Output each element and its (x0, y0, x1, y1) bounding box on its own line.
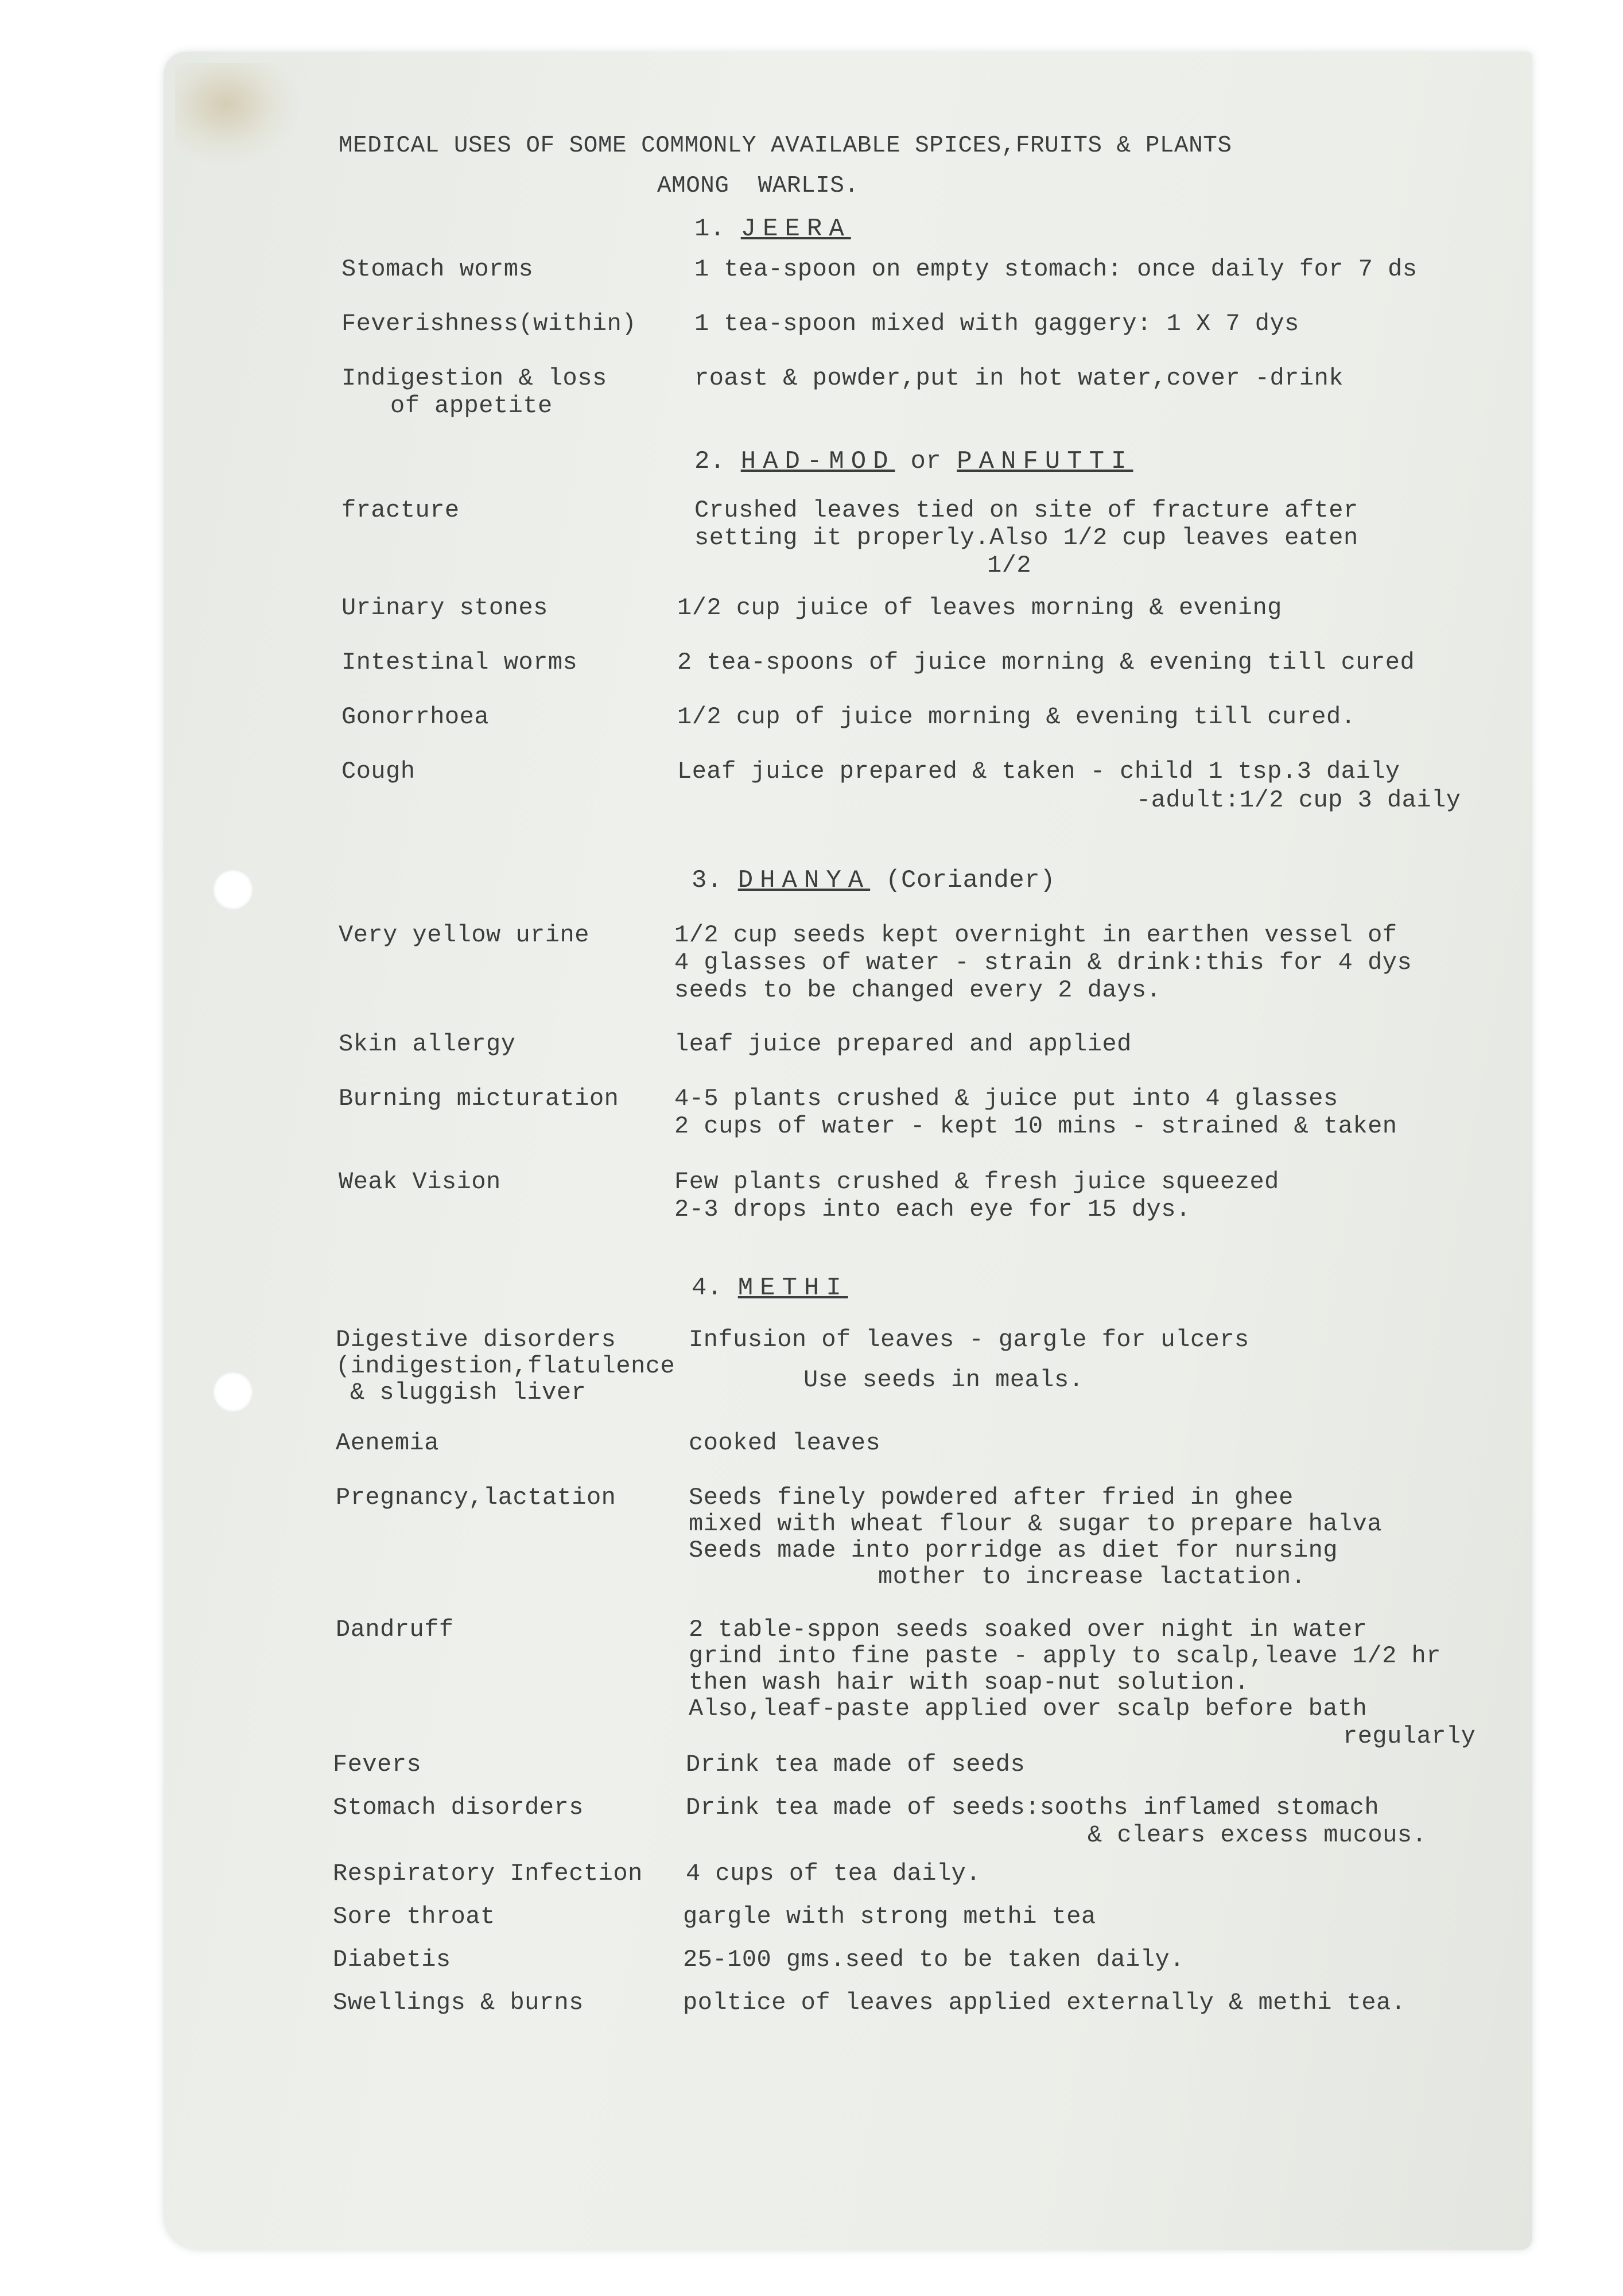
ailment-respiratory-infection: Respiratory Infection (333, 1860, 643, 1887)
remedy-pregnancy-lactation-line4: mother to increase lactation. (878, 1563, 1306, 1591)
ailment-pregnancy-lactation: Pregnancy,lactation (336, 1484, 616, 1511)
remedy-burning-micturation-line2: 2 cups of water - kept 10 mins - strained & taken (674, 1112, 1397, 1140)
ailment-digestive-disorders: Digestive disorders (336, 1326, 616, 1353)
section-1-number: 1. (694, 215, 725, 243)
remedy-intestinal-worms: 2 tea-spoons of juice morning & evening till cured (677, 649, 1415, 676)
remedy-digestive-disorders: Infusion of leaves - gargle for ulcers (689, 1326, 1249, 1353)
remedy-pregnancy-lactation: Seeds finely powdered after fried in ghee (689, 1484, 1294, 1511)
remedy-stomach-disorders-line2: & clears excess mucous. (1088, 1821, 1427, 1849)
section-4-name: METHI (737, 1274, 848, 1302)
section-3-heading (692, 867, 1055, 894)
remedy-burning-micturation: 4-5 plants crushed & juice put into 4 glasses (674, 1085, 1338, 1112)
ailment-feverishness: Feverishness(within) (341, 310, 637, 338)
remedy-feverishness: 1 tea-spoon mixed with gaggery: 1 X 7 dys (694, 310, 1299, 338)
remedy-fracture-line2: setting it properly.Also 1/2 cup leaves eaten (694, 524, 1358, 552)
ailment-intestinal-worms: Intestinal worms (341, 649, 578, 676)
ailment-stomach-disorders: Stomach disorders (333, 1794, 584, 1821)
section-3-name: DHANYA (737, 866, 871, 895)
remedy-stomach-worms: 1 tea-spoon on empty stomach: once daily for 7 ds (694, 255, 1418, 283)
ailment-urinary-stones: Urinary stones (341, 594, 548, 622)
section-2-alt-name: PANFUTTI (957, 447, 1133, 476)
section-1-name: JEERA (740, 215, 851, 243)
ailment-fracture: fracture (341, 497, 460, 524)
remedy-digestive-disorders-line2: Use seeds in meals. (803, 1366, 1084, 1394)
section-1-heading (694, 215, 851, 243)
punch-hole-top (213, 870, 253, 910)
section-3-suffix: (Coriander) (886, 866, 1056, 895)
remedy-dandruff-line4: Also,leaf-paste applied over scalp before bath (689, 1695, 1368, 1723)
section-3-number: 3. (692, 866, 723, 895)
document-title-line1: MEDICAL USES OF SOME COMMONLY AVAILABLE SPICES,FRUITS & PLANTS (339, 133, 1232, 159)
ailment-burning-micturation: Burning micturation (339, 1085, 619, 1112)
ailment-yellow-urine: Very yellow urine (339, 921, 589, 949)
section-2-heading (694, 448, 1133, 475)
remedy-diabetis: 25-100 gms.seed to be taken daily. (683, 1946, 1185, 1973)
paper-stain (175, 63, 301, 166)
document-title-line2: AMONG WARLIS. (657, 173, 859, 199)
remedy-yellow-urine-line3: seeds to be changed every 2 days. (674, 976, 1162, 1004)
remedy-dandruff-line5: regularly (1343, 1723, 1476, 1750)
ailment-swellings-burns: Swellings & burns (333, 1989, 584, 2016)
remedy-dandruff-line2: grind into fine paste - apply to scalp,leave 1/2 hr (689, 1642, 1441, 1670)
ailment-dandruff: Dandruff (336, 1616, 454, 1643)
ailment-skin-allergy: Skin allergy (339, 1030, 516, 1058)
remedy-fracture-line3: 1/2 (987, 552, 1032, 579)
remedy-swellings-burns: poltice of leaves applied externally & methi tea. (683, 1989, 1406, 2016)
ailment-weak-vision: Weak Vision (339, 1168, 501, 1196)
remedy-gonorrhoea: 1/2 cup of juice morning & evening till cured. (677, 703, 1356, 731)
remedy-cough: Leaf juice prepared & taken - child 1 tsp.3 daily (677, 758, 1400, 785)
remedy-skin-allergy: leaf juice prepared and applied (674, 1030, 1132, 1058)
ailment-fevers: Fevers (333, 1751, 422, 1778)
remedy-weak-vision: Few plants crushed & fresh juice squeezed (674, 1168, 1279, 1196)
ailment-digestive-disorders-line2: (indigestion,flatulence (336, 1352, 675, 1380)
ailment-diabetis: Diabetis (333, 1946, 451, 1973)
ailment-indigestion: Indigestion & loss (341, 364, 607, 392)
ailment-stomach-worms: Stomach worms (341, 255, 534, 283)
section-2-name: HAD-MOD (740, 447, 895, 476)
remedy-indigestion: roast & powder,put in hot water,cover -drink (694, 364, 1344, 392)
section-4-heading (692, 1274, 848, 1302)
remedy-urinary-stones: 1/2 cup juice of leaves morning & evening (677, 594, 1282, 622)
ailment-aenemia: Aenemia (336, 1429, 439, 1457)
remedy-fracture: Crushed leaves tied on site of fracture after (694, 497, 1358, 524)
remedy-aenemia: cooked leaves (689, 1429, 881, 1457)
typed-page (164, 52, 1532, 2250)
remedy-sore-throat: gargle with strong methi tea (683, 1903, 1096, 1930)
punch-hole-bottom (213, 1372, 253, 1412)
remedy-yellow-urine: 1/2 cup seeds kept overnight in earthen vessel of (674, 921, 1397, 949)
ailment-indigestion-line2: of appetite (390, 392, 553, 420)
remedy-pregnancy-lactation-line3: Seeds made into porridge as diet for nursing (689, 1537, 1338, 1564)
remedy-pregnancy-lactation-line2: mixed with wheat flour & sugar to prepare halva (689, 1510, 1383, 1538)
ailment-sore-throat: Sore throat (333, 1903, 495, 1930)
section-2-number: 2. (694, 447, 725, 476)
remedy-respiratory-infection: 4 cups of tea daily. (686, 1860, 981, 1887)
section-4-number: 4. (692, 1274, 723, 1302)
remedy-dandruff-line3: then wash hair with soap-nut solution. (689, 1669, 1249, 1696)
remedy-weak-vision-line2: 2-3 drops into each eye for 15 dys. (674, 1196, 1191, 1223)
remedy-dandruff: 2 table-sppon seeds soaked over night in water (689, 1616, 1368, 1643)
section-2-connector: or (910, 447, 942, 476)
remedy-fevers: Drink tea made of seeds (686, 1751, 1026, 1778)
remedy-yellow-urine-line2: 4 glasses of water - strain & drink:this for 4 dys (674, 949, 1412, 976)
remedy-stomach-disorders: Drink tea made of seeds:sooths inflamed stomach (686, 1794, 1380, 1821)
remedy-cough-line2: -adult:1/2 cup 3 daily (1136, 786, 1461, 814)
ailment-digestive-disorders-line3: & sluggish liver (350, 1379, 587, 1406)
ailment-gonorrhoea: Gonorrhoea (341, 703, 490, 731)
ailment-cough: Cough (341, 758, 416, 785)
